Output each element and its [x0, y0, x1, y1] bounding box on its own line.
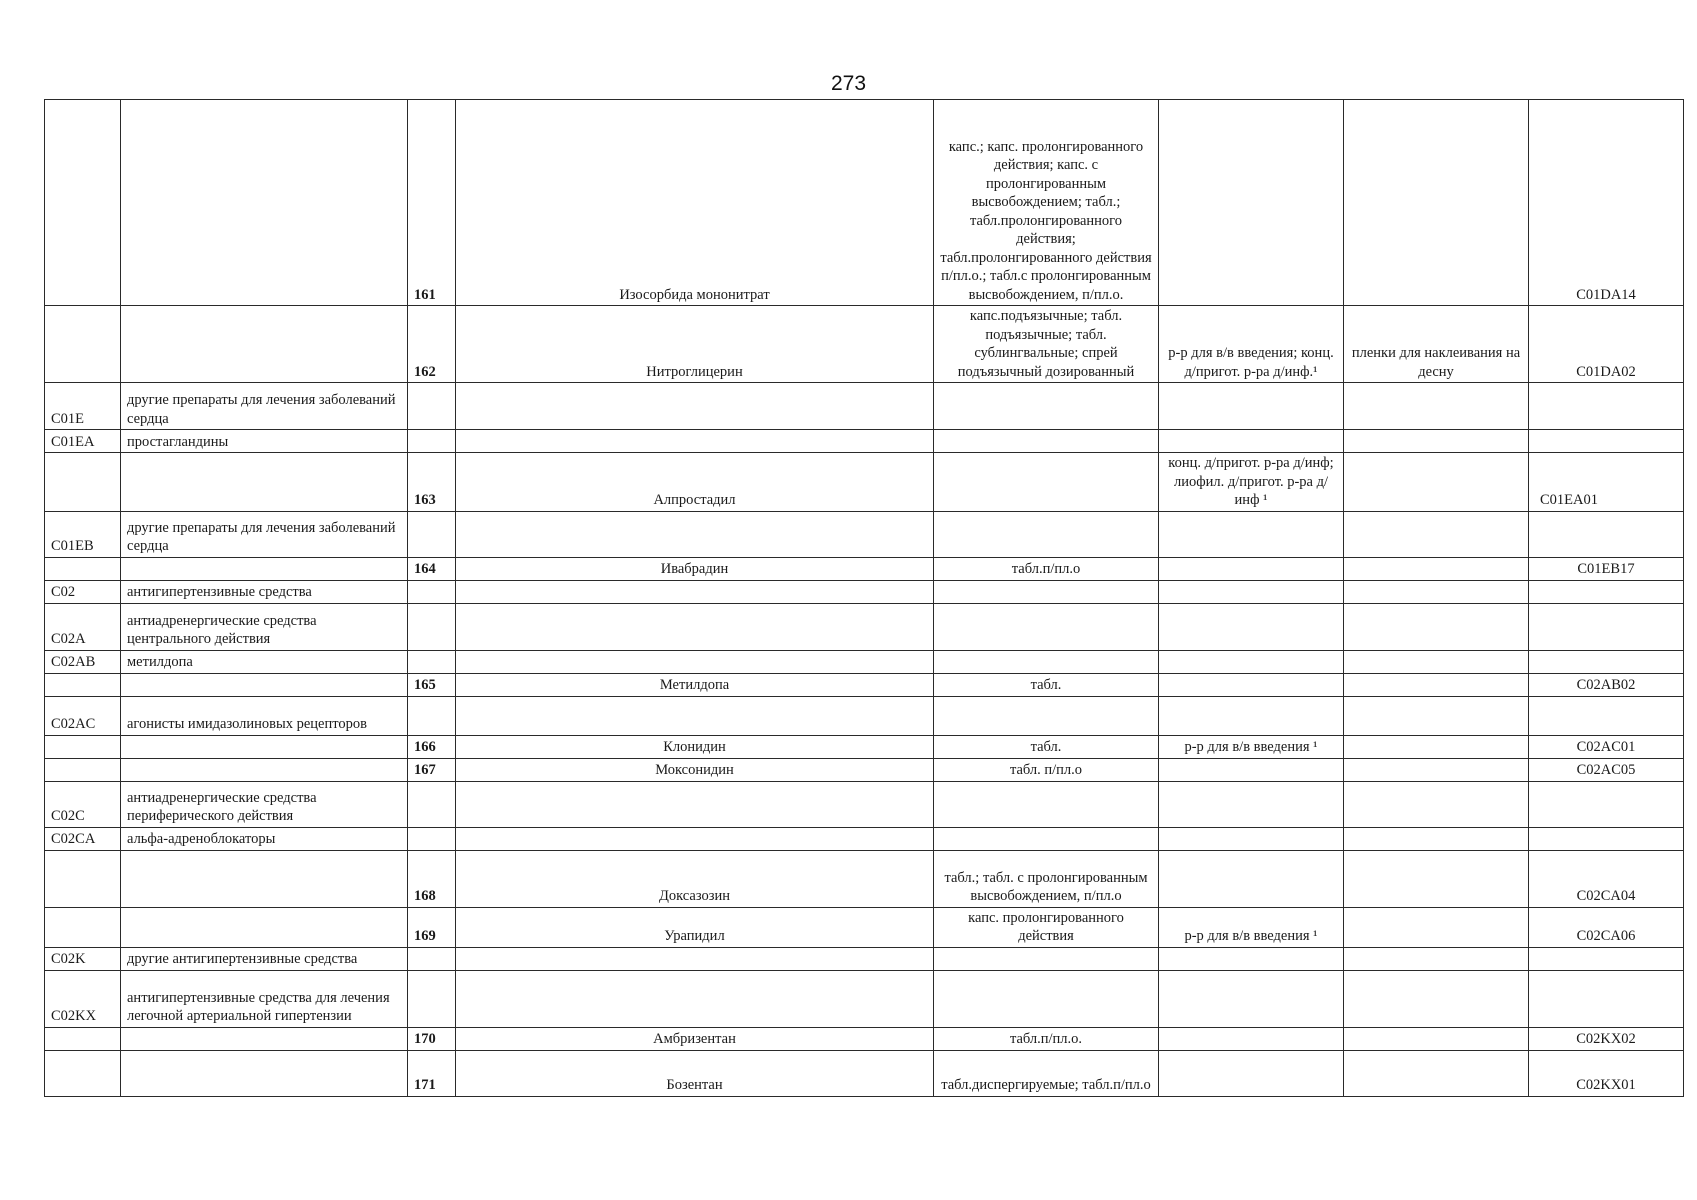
group-row: [45, 696, 1684, 735]
row-number-cell: [408, 603, 456, 650]
row-code-cell: [45, 306, 121, 383]
row-atc-code-cell: C01EB17: [1529, 557, 1684, 580]
row-dosage-form-cell: табл. п/пл.о: [934, 758, 1159, 781]
row-group-cell: [121, 1050, 408, 1096]
row-atc-code-cell: C02KX01: [1529, 1050, 1684, 1096]
row-group-cell: [121, 453, 408, 512]
row-drug-name-cell: Доксазозин: [456, 850, 934, 907]
row-other-form-cell: [1344, 383, 1529, 430]
row-other-form-cell: [1344, 970, 1529, 1027]
row-atc-code-cell: C02CA06: [1529, 907, 1684, 947]
row-injectable-form-cell: [1159, 1027, 1344, 1050]
row-code-cell: [45, 557, 121, 580]
row-other-form-cell: [1344, 603, 1529, 650]
drug-row: [45, 100, 1684, 306]
row-dosage-form-cell: [934, 696, 1159, 735]
row-group-cell: агонисты имидазолиновых рецепторов: [121, 696, 408, 735]
row-other-form-cell: [1344, 511, 1529, 557]
row-other-form-cell: [1344, 673, 1529, 696]
row-code-cell: C01EA: [45, 430, 121, 453]
row-other-form-cell: пленки для наклеивания на десну: [1344, 306, 1529, 383]
row-injectable-form-cell: [1159, 850, 1344, 907]
row-number-cell: [408, 580, 456, 603]
row-atc-code-cell: [1529, 430, 1684, 453]
drug-row: [45, 1027, 1684, 1050]
drug-row: [45, 306, 1684, 383]
row-other-form-cell: [1344, 453, 1529, 512]
row-drug-name-cell: Амбризентан: [456, 1027, 934, 1050]
row-other-form-cell: [1344, 758, 1529, 781]
row-code-cell: [45, 673, 121, 696]
row-injectable-form-cell: [1159, 1050, 1344, 1096]
row-drug-name-cell: Клонидин: [456, 735, 934, 758]
row-injectable-form-cell: р-р для в/в введения ¹: [1159, 907, 1344, 947]
row-injectable-form-cell: [1159, 603, 1344, 650]
group-row: [45, 383, 1684, 430]
row-other-form-cell: [1344, 650, 1529, 673]
row-code-cell: C01EB: [45, 511, 121, 557]
row-code-cell: [45, 907, 121, 947]
row-atc-code-cell: C02AC01: [1529, 735, 1684, 758]
row-number-cell: [408, 383, 456, 430]
row-code-cell: [45, 453, 121, 512]
drug-row: [45, 850, 1684, 907]
row-code-cell: C02C: [45, 781, 121, 827]
row-drug-name-cell: Алпростадил: [456, 453, 934, 512]
drug-row: [45, 735, 1684, 758]
row-drug-name-cell: [456, 603, 934, 650]
drug-row: [45, 758, 1684, 781]
row-dosage-form-cell: капс.подъязычные; табл. подъязычные; табл. сублингвальные; спрей подъязычный дозированный: [934, 306, 1159, 383]
row-group-cell: антиадренергические средства периферического действия: [121, 781, 408, 827]
row-group-cell: [121, 758, 408, 781]
row-injectable-form-cell: [1159, 580, 1344, 603]
row-dosage-form-cell: табл.: [934, 735, 1159, 758]
row-injectable-form-cell: [1159, 970, 1344, 1027]
row-group-cell: другие препараты для лечения заболеваний сердца: [121, 511, 408, 557]
row-drug-name-cell: [456, 827, 934, 850]
row-other-form-cell: [1344, 696, 1529, 735]
group-row: [45, 580, 1684, 603]
row-code-cell: C02AC: [45, 696, 121, 735]
row-number-cell: 163: [408, 453, 456, 512]
row-dosage-form-cell: [934, 650, 1159, 673]
row-number-cell: 169: [408, 907, 456, 947]
row-dosage-form-cell: [934, 383, 1159, 430]
row-group-cell: другие антигипертензивные средства: [121, 947, 408, 970]
row-atc-code-cell: C02AC05: [1529, 758, 1684, 781]
row-other-form-cell: [1344, 781, 1529, 827]
row-dosage-form-cell: [934, 603, 1159, 650]
row-atc-code-cell: [1529, 603, 1684, 650]
row-other-form-cell: [1344, 827, 1529, 850]
row-atc-code-cell: [1529, 580, 1684, 603]
row-group-cell: [121, 100, 408, 306]
row-group-cell: простагландины: [121, 430, 408, 453]
group-row: [45, 511, 1684, 557]
row-group-cell: антиадренергические средства центрального действия: [121, 603, 408, 650]
row-dosage-form-cell: [934, 970, 1159, 1027]
row-atc-code-cell: [1529, 970, 1684, 1027]
row-code-cell: C02AB: [45, 650, 121, 673]
row-group-cell: антигипертензивные средства: [121, 580, 408, 603]
row-injectable-form-cell: [1159, 947, 1344, 970]
row-number-cell: 164: [408, 557, 456, 580]
row-group-cell: [121, 1027, 408, 1050]
row-dosage-form-cell: табл.; табл. с пролонгированным высвобождением, п/пл.о: [934, 850, 1159, 907]
row-atc-code-cell: [1529, 511, 1684, 557]
row-dosage-form-cell: [934, 827, 1159, 850]
page-number: 273: [830, 72, 867, 95]
drug-row: [45, 557, 1684, 580]
row-group-cell: антигипертензивные средства для лечения легочной артериальной гипертензии: [121, 970, 408, 1027]
row-dosage-form-cell: [934, 781, 1159, 827]
row-other-form-cell: [1344, 947, 1529, 970]
row-group-cell: [121, 306, 408, 383]
row-number-cell: 171: [408, 1050, 456, 1096]
row-code-cell: [45, 1050, 121, 1096]
row-code-cell: C02CA: [45, 827, 121, 850]
row-atc-code-cell: C01DA02: [1529, 306, 1684, 383]
row-injectable-form-cell: [1159, 781, 1344, 827]
row-number-cell: [408, 970, 456, 1027]
row-injectable-form-cell: [1159, 511, 1344, 557]
row-other-form-cell: [1344, 850, 1529, 907]
row-dosage-form-cell: капс.; капс. пролонгированного действия; капс. с пролонгированным высвобождением; табл.; табл.пролонгированного действия; табл.пролонгированного действия п/пл.о.; табл.с пролонгированным высвобождением, п/пл.о.: [934, 100, 1159, 306]
row-number-cell: 162: [408, 306, 456, 383]
row-dosage-form-cell: табл.: [934, 673, 1159, 696]
row-group-cell: [121, 735, 408, 758]
row-number-cell: 167: [408, 758, 456, 781]
row-other-form-cell: [1344, 735, 1529, 758]
row-code-cell: C02A: [45, 603, 121, 650]
row-atc-code-cell: [1529, 781, 1684, 827]
row-injectable-form-cell: [1159, 100, 1344, 306]
row-injectable-form-cell: [1159, 758, 1344, 781]
row-group-cell: [121, 557, 408, 580]
row-number-cell: 161: [408, 100, 456, 306]
row-code-cell: [45, 100, 121, 306]
row-drug-name-cell: [456, 781, 934, 827]
row-atc-code-cell: [1529, 650, 1684, 673]
row-dosage-form-cell: капс. пролонгированного действия: [934, 907, 1159, 947]
row-code-cell: C02KX: [45, 970, 121, 1027]
row-number-cell: [408, 430, 456, 453]
row-dosage-form-cell: табл.п/пл.о.: [934, 1027, 1159, 1050]
row-dosage-form-cell: табл.диспергируемые; табл.п/пл.о: [934, 1050, 1159, 1096]
row-group-cell: [121, 907, 408, 947]
row-other-form-cell: [1344, 1027, 1529, 1050]
row-dosage-form-cell: [934, 511, 1159, 557]
row-code-cell: C02: [45, 580, 121, 603]
row-code-cell: C02K: [45, 947, 121, 970]
row-code-cell: C01E: [45, 383, 121, 430]
row-number-cell: [408, 781, 456, 827]
drug-row: [45, 907, 1684, 947]
row-other-form-cell: [1344, 430, 1529, 453]
row-injectable-form-cell: [1159, 557, 1344, 580]
row-number-cell: [408, 650, 456, 673]
drug-row: [45, 453, 1684, 512]
row-number-cell: [408, 511, 456, 557]
row-group-cell: [121, 850, 408, 907]
row-group-cell: метилдопа: [121, 650, 408, 673]
row-other-form-cell: [1344, 1050, 1529, 1096]
drug-row: [45, 673, 1684, 696]
row-atc-code-cell: C02AB02: [1529, 673, 1684, 696]
row-other-form-cell: [1344, 907, 1529, 947]
row-injectable-form-cell: [1159, 827, 1344, 850]
group-row: [45, 827, 1684, 850]
row-injectable-form-cell: [1159, 650, 1344, 673]
drug-row: [45, 1050, 1684, 1096]
row-drug-name-cell: Урапидил: [456, 907, 934, 947]
row-atc-code-cell: C01EA01: [1529, 453, 1684, 512]
row-atc-code-cell: C01DA14: [1529, 100, 1684, 306]
row-injectable-form-cell: конц. д/пригот. р-ра д/инф; лиофил. д/пригот. р-ра д/инф ¹: [1159, 453, 1344, 512]
row-injectable-form-cell: [1159, 673, 1344, 696]
drug-table: [44, 99, 1684, 1097]
row-drug-name-cell: Изосорбида мононитрат: [456, 100, 934, 306]
row-atc-code-cell: C02KX02: [1529, 1027, 1684, 1050]
row-injectable-form-cell: [1159, 383, 1344, 430]
group-row: [45, 947, 1684, 970]
row-dosage-form-cell: [934, 453, 1159, 512]
row-atc-code-cell: [1529, 383, 1684, 430]
row-number-cell: 168: [408, 850, 456, 907]
row-number-cell: [408, 947, 456, 970]
group-row: [45, 970, 1684, 1027]
group-row: [45, 603, 1684, 650]
row-dosage-form-cell: [934, 947, 1159, 970]
row-code-cell: [45, 735, 121, 758]
row-drug-name-cell: [456, 696, 934, 735]
row-atc-code-cell: [1529, 827, 1684, 850]
group-row: [45, 781, 1684, 827]
row-drug-name-cell: [456, 383, 934, 430]
row-other-form-cell: [1344, 580, 1529, 603]
row-drug-name-cell: Метилдопа: [456, 673, 934, 696]
table-body: [45, 100, 1684, 1097]
row-code-cell: [45, 850, 121, 907]
row-code-cell: [45, 1027, 121, 1050]
row-group-cell: альфа-адреноблокаторы: [121, 827, 408, 850]
row-group-cell: другие препараты для лечения заболеваний сердца: [121, 383, 408, 430]
row-injectable-form-cell: р-р для в/в введения; конц. д/пригот. р-ра д/инф.¹: [1159, 306, 1344, 383]
row-code-cell: [45, 758, 121, 781]
row-drug-name-cell: Моксонидин: [456, 758, 934, 781]
row-atc-code-cell: [1529, 947, 1684, 970]
row-dosage-form-cell: [934, 430, 1159, 453]
row-number-cell: 166: [408, 735, 456, 758]
row-atc-code-cell: [1529, 696, 1684, 735]
group-row: [45, 650, 1684, 673]
row-injectable-form-cell: р-р для в/в введения ¹: [1159, 735, 1344, 758]
row-other-form-cell: [1344, 557, 1529, 580]
row-drug-name-cell: Бозентан: [456, 1050, 934, 1096]
row-drug-name-cell: [456, 970, 934, 1027]
row-other-form-cell: [1344, 100, 1529, 306]
row-dosage-form-cell: [934, 580, 1159, 603]
row-injectable-form-cell: [1159, 696, 1344, 735]
group-row: [45, 430, 1684, 453]
row-drug-name-cell: [456, 947, 934, 970]
row-dosage-form-cell: табл.п/пл.о: [934, 557, 1159, 580]
row-number-cell: [408, 696, 456, 735]
row-drug-name-cell: [456, 430, 934, 453]
row-drug-name-cell: Нитроглицерин: [456, 306, 934, 383]
row-drug-name-cell: Ивабрадин: [456, 557, 934, 580]
row-number-cell: [408, 827, 456, 850]
row-atc-code-cell: C02CA04: [1529, 850, 1684, 907]
row-injectable-form-cell: [1159, 430, 1344, 453]
row-drug-name-cell: [456, 650, 934, 673]
row-number-cell: 165: [408, 673, 456, 696]
row-drug-name-cell: [456, 580, 934, 603]
row-group-cell: [121, 673, 408, 696]
row-number-cell: 170: [408, 1027, 456, 1050]
row-drug-name-cell: [456, 511, 934, 557]
